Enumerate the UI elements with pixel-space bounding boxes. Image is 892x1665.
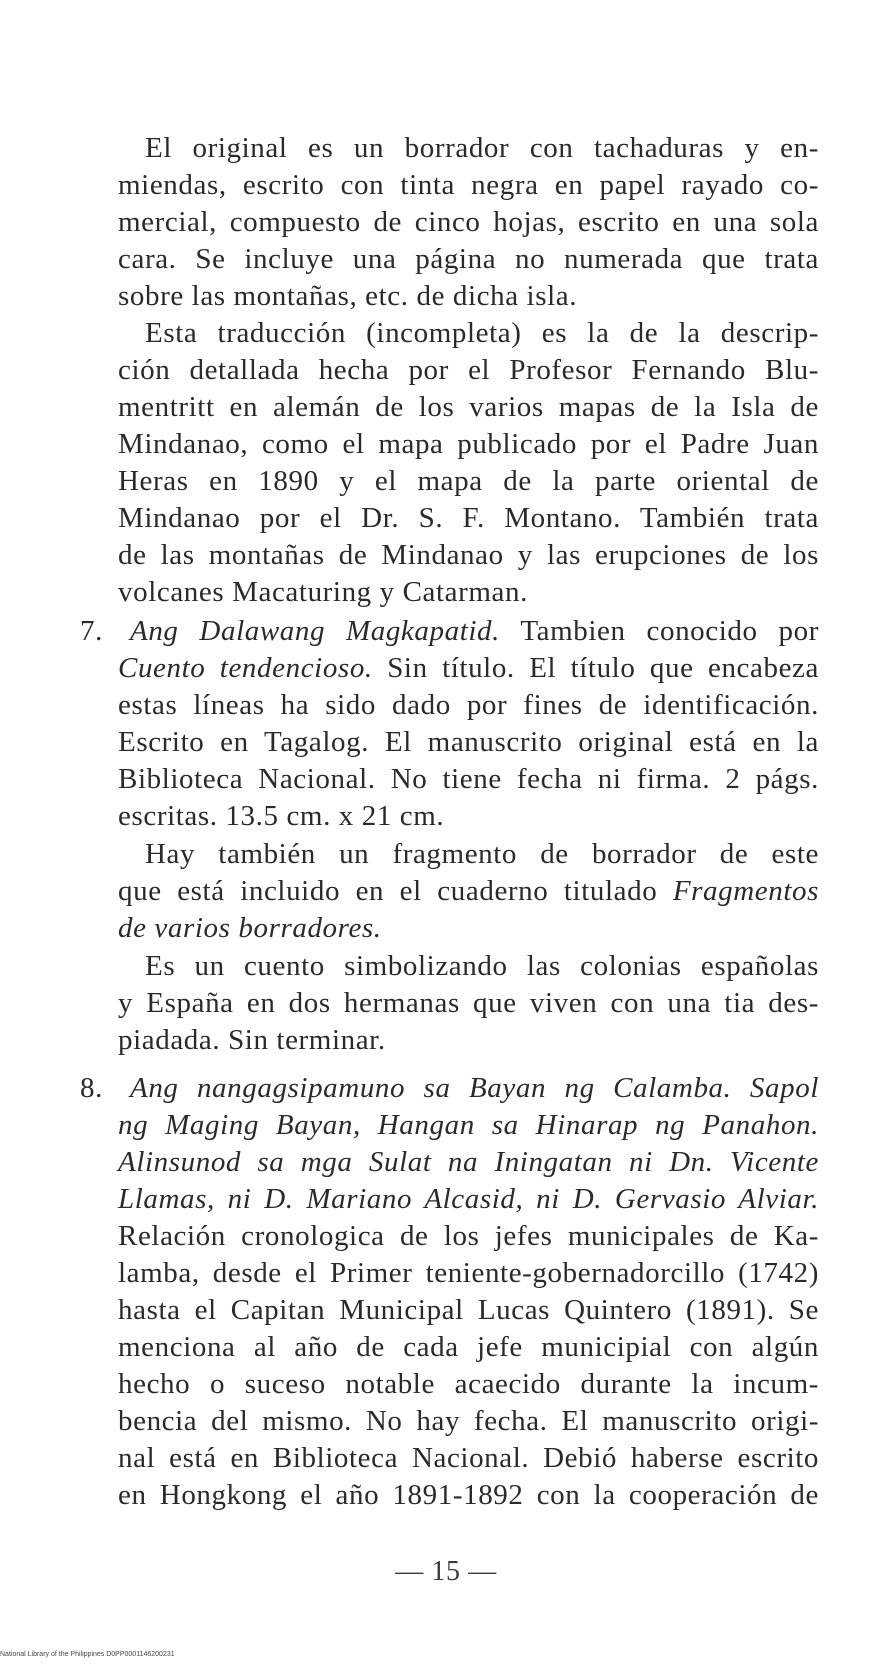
p1-line-3: mercial, compuesto de cinco hojas, escrito en una sola bbox=[118, 206, 819, 238]
p1-line-1: El original es un borrador con tachaduras y en- bbox=[145, 132, 819, 164]
p2-line-8: volcanes Macaturing y Catarman. bbox=[118, 576, 528, 608]
p3-line-2-text: que está incluido en el cuaderno titulado bbox=[118, 875, 673, 907]
item-8-title-line-2: ng Maging Bayan, Hangan sa Hinarap ng Panahon. bbox=[118, 1109, 819, 1141]
item-7-alt-title: Cuento tendencioso. bbox=[118, 652, 373, 684]
item-7-line-5: Biblioteca Nacional. No tiene fecha ni firma. 2 págs. bbox=[118, 763, 819, 795]
p2-line-4: Mindanao, como el mapa publicado por el Padre Juan bbox=[118, 428, 819, 460]
item-7-title: Ang Dalawang Magkapatid. bbox=[130, 615, 500, 647]
item-7-number: 7. bbox=[80, 615, 103, 647]
p2-line-1: Esta traducción (incompleta) es la de la descrip- bbox=[145, 317, 819, 349]
p2-line-3: mentritt en alemán de los varios mapas de la Isla de bbox=[118, 391, 819, 423]
p4-line-2: y España en dos hermanas que viven con una tia des- bbox=[118, 987, 819, 1019]
item-8-number: 8. bbox=[80, 1072, 103, 1104]
item-8-line-8: en Hongkong el año 1891-1892 con la cooperación de bbox=[118, 1479, 819, 1511]
p3-line-1: Hay también un fragmento de borrador de este bbox=[145, 838, 819, 870]
p3-title-part-2: de varios borradores. bbox=[118, 912, 382, 944]
item-7-line-2-rest: Sin título. El título que encabeza bbox=[372, 652, 819, 684]
item-8-line-1: Relación cronologica de los jefes municipales de Ka- bbox=[118, 1220, 819, 1252]
p2-line-2: ción detallada hecha por el Profesor Fernando Blu- bbox=[118, 354, 819, 386]
item-8-line-6: bencia del mismo. No hay fecha. El manuscrito origi- bbox=[118, 1405, 819, 1437]
item-7-line-2 bbox=[118, 650, 819, 686]
item-8-line-2: lamba, desde el Primer teniente-gobernadorcillo (1742) bbox=[118, 1257, 819, 1289]
p2-line-7: de las montañas de Mindanao y las erupciones de los bbox=[118, 539, 819, 571]
item-8-title-line-1: Ang nangagsipamuno sa Bayan ng Calamba. Sapol bbox=[130, 1072, 819, 1104]
p1-line-2: miendas, escrito con tinta negra en papel rayado co- bbox=[118, 169, 819, 201]
p4-line-1: Es un cuento simbolizando las colonias españolas bbox=[145, 950, 819, 982]
item-8-title-line-4: Llamas, ni D. Mariano Alcasid, ni D. Gervasio Alviar. bbox=[118, 1183, 819, 1215]
item-7-line-1-rest: Tambien conocido por bbox=[499, 615, 819, 647]
p3-title-part-1: Fragmentos bbox=[672, 875, 819, 907]
p3-line-2 bbox=[118, 873, 819, 909]
p2-line-5: Heras en 1890 y el mapa de la parte oriental de bbox=[118, 465, 819, 497]
p1-line-4: cara. Se incluye una página no numerada que trata bbox=[118, 243, 819, 275]
item-7-line-3: estas líneas ha sido dado por fines de identificación. bbox=[118, 689, 819, 721]
item-7-line-6: escritas. 13.5 cm. x 21 cm. bbox=[118, 800, 445, 832]
item-8-line-4: menciona al año de cada jefe municipial con algún bbox=[118, 1331, 819, 1363]
footer-text: National Library of the Philippines D0PP0001146200231 bbox=[0, 1651, 175, 1658]
p2-line-6: Mindanao por el Dr. S. F. Montano. También trata bbox=[118, 502, 819, 534]
page-number: — 15 — bbox=[395, 1556, 497, 1587]
p4-line-3: piadada. Sin terminar. bbox=[118, 1024, 386, 1056]
item-8-line-3: hasta el Capitan Municipal Lucas Quintero (1891). Se bbox=[118, 1294, 819, 1326]
item-8-line-7: nal está en Biblioteca Nacional. Debió haberse escrito bbox=[118, 1442, 819, 1474]
item-8-title-line-3: Alinsunod sa mga Sulat na Iningatan ni Dn. Vicente bbox=[118, 1146, 819, 1178]
item-8-line-5: hecho o suceso notable acaecido durante la incum- bbox=[118, 1368, 819, 1400]
item-7-line-1 bbox=[130, 613, 819, 649]
p1-line-5: sobre las montañas, etc. de dicha isla. bbox=[118, 280, 578, 312]
item-7-line-4: Escrito en Tagalog. El manuscrito original está en la bbox=[118, 726, 819, 758]
